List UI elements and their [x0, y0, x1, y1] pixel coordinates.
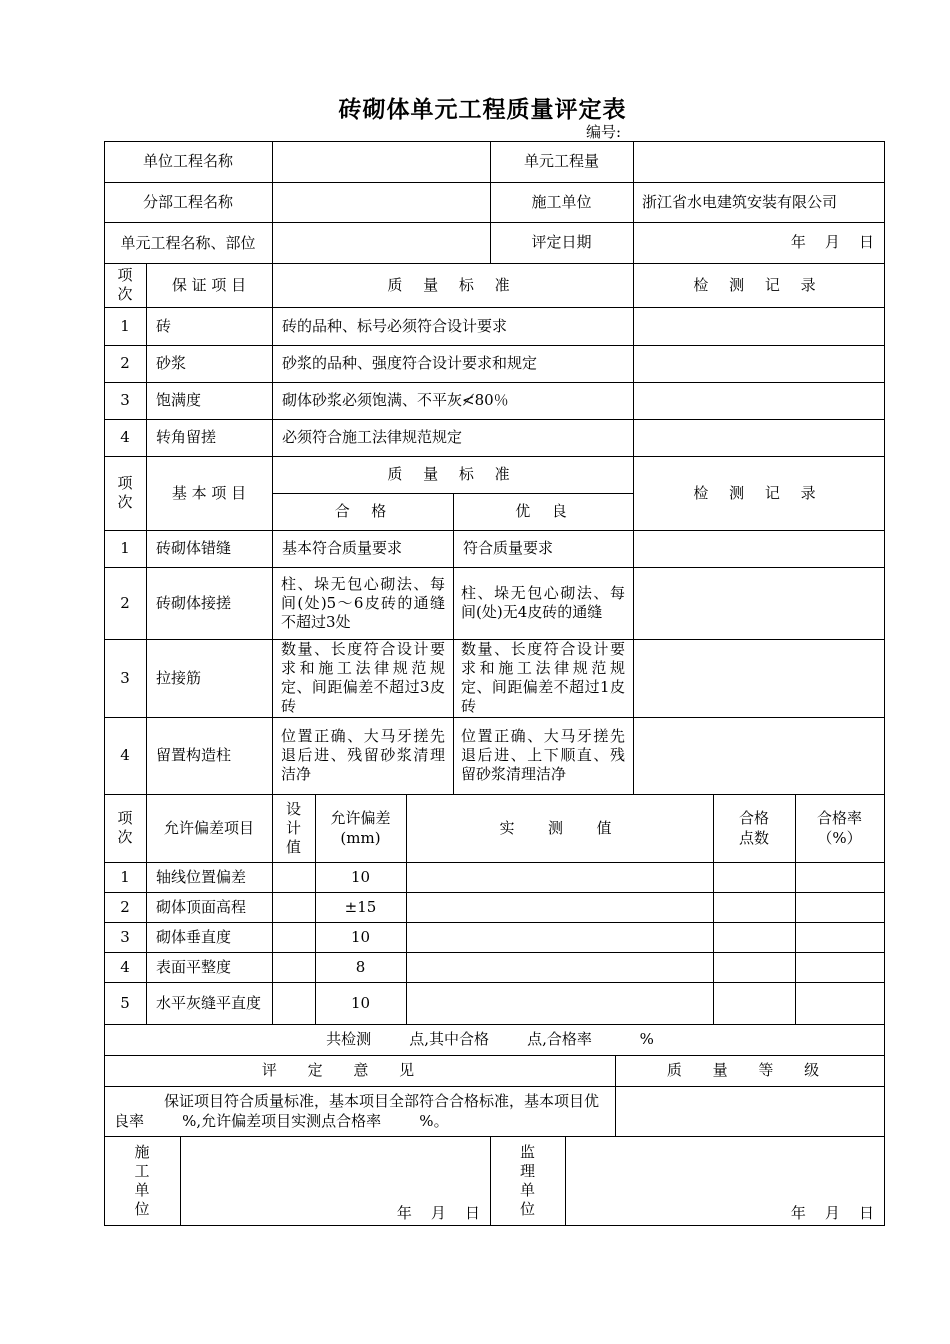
basic-row-good: 柱、垛无包心砌法、每间(处)无4皮砖的通缝	[461, 584, 625, 621]
tolerance-row-item: 表面平整度	[156, 957, 232, 976]
basic-row-item: 砖砌体接搓	[156, 593, 232, 612]
tolerance-row-item: 砌体顶面高程	[156, 897, 247, 916]
basic-row-good: 位置正确、大马牙搓先退后进、上下顺直、残留砂浆清理洁净	[461, 727, 625, 783]
evaluation-opinion-label: 评 定 意 见	[261, 1061, 428, 1079]
contractor-value[interactable]: 浙江省水电建筑安装有限公司	[642, 192, 838, 211]
sub-project-value[interactable]	[272, 182, 490, 222]
unit-quantity-value[interactable]	[633, 141, 884, 182]
evaluation-grade-value[interactable]	[615, 1086, 884, 1136]
guarantee-row-no: 1	[120, 316, 130, 335]
tolerance-col-item: 允许偏差项目	[163, 818, 254, 837]
guarantee-row-item: 转角留搓	[156, 428, 217, 446]
tolerance-row-no: 4	[120, 957, 130, 976]
evaluation-grade-label: 质 量 等 级	[666, 1061, 833, 1079]
tolerance-row-item: 轴线位置偏差	[156, 867, 247, 886]
basic-col-standard: 质 量 标 准	[387, 465, 518, 483]
guarantee-row-standard: 必须符合施工法律规范规定	[282, 428, 463, 446]
evaluation-opinion-text: 保证项目符合质量标准，基本项目全部符合合格标准，基本项目优良率 %,允许偏差项目实测点合格率 %。	[114, 1092, 600, 1130]
basic-row-item: 留置构造柱	[156, 746, 232, 764]
unit-project-value[interactable]	[272, 141, 490, 182]
contractor-label: 施工单位	[531, 192, 592, 211]
guarantee-col-standard: 质 量 标 准	[387, 275, 518, 294]
tolerance-row-no: 3	[120, 927, 130, 946]
tolerance-row-allow: 10	[350, 993, 371, 1012]
element-label: 单元工程名称、部位	[120, 233, 256, 252]
tolerance-col-rate: 合格率（%）	[816, 809, 862, 847]
guarantee-row-standard: 砌体砂浆必须饱满、不平灰≮80％	[282, 391, 509, 409]
basic-row-pass: 柱、垛无包心砌法、每间(处)5～6皮砖的通缝不超过3处	[281, 574, 445, 631]
basic-row-no: 2	[120, 593, 130, 612]
tolerance-summary: 共检测 点,其中合格 点,合格率 %	[326, 1030, 654, 1048]
signature-contractor-label: 施工单位	[134, 1142, 150, 1218]
guarantee-row-standard: 砂浆的品种、强度符合设计要求和规定	[282, 354, 538, 372]
signature-supervisor-date[interactable]: 年 月 日	[790, 1204, 874, 1222]
eval-date-value[interactable]: 年 月 日	[790, 233, 874, 251]
basic-col-record: 检 测 记 录	[693, 483, 824, 502]
tolerance-col-allow: 允许偏差(mm)	[330, 809, 391, 847]
basic-col-good: 优 良	[515, 502, 571, 520]
tolerance-row-allow: 10	[350, 927, 371, 946]
basic-row-good: 符合质量要求	[463, 539, 554, 557]
guarantee-col-item: 保 证 项 目	[171, 275, 247, 294]
tolerance-row-item: 砌体垂直度	[156, 927, 232, 946]
tolerance-row-allow: 10	[350, 867, 371, 886]
basic-row-record[interactable]	[633, 639, 884, 717]
basic-row-good: 数量、长度符合设计要求和施工法律规范规定、间距偏差不超过1皮砖	[461, 640, 625, 715]
serial-number-label: 编号:	[586, 123, 622, 141]
guarantee-row-no: 4	[120, 428, 130, 446]
element-value[interactable]	[272, 222, 490, 263]
guarantee-row-record[interactable]	[633, 345, 884, 382]
tolerance-col-design: 设计值	[285, 799, 301, 856]
guarantee-row-no: 3	[120, 391, 130, 409]
basic-col-item: 基 本 项 目	[171, 483, 247, 502]
guarantee-col-no: 项次	[117, 266, 133, 303]
basic-col-pass: 合 格	[334, 502, 391, 520]
unit-quantity-label: 单元工程量	[523, 152, 599, 170]
eval-date-label: 评定日期	[531, 233, 592, 251]
sub-project-label: 分部工程名称	[142, 192, 233, 211]
basic-row-no: 3	[120, 668, 130, 687]
tolerance-col-measured: 实 测 值	[499, 818, 620, 837]
tolerance-row-no: 1	[120, 867, 130, 886]
tolerance-row-allow: 8	[355, 957, 366, 976]
basic-row-no: 4	[120, 746, 130, 764]
tolerance-row-no: 2	[120, 897, 130, 916]
tolerance-col-points: 合格点数	[738, 809, 769, 847]
guarantee-row-no: 2	[120, 354, 130, 372]
signature-contractor-date[interactable]: 年 月 日	[396, 1204, 480, 1222]
guarantee-col-record: 检 测 记 录	[693, 275, 824, 294]
basic-row-record[interactable]	[633, 567, 884, 639]
basic-row-item: 拉接筋	[156, 668, 202, 687]
basic-row-record[interactable]	[633, 530, 884, 567]
basic-row-pass: 基本符合质量要求	[282, 539, 403, 557]
basic-col-no: 项次	[117, 474, 133, 511]
basic-row-pass: 位置正确、大马牙搓先退后进、残留砂浆清理洁净	[281, 727, 445, 783]
guarantee-row-item: 饱满度	[156, 391, 202, 409]
tolerance-row-item: 水平灰缝平直度	[156, 993, 262, 1012]
basic-row-no: 1	[120, 539, 130, 557]
tolerance-row-no: 5	[120, 993, 130, 1012]
guarantee-row-standard: 砖的品种、标号必须符合设计要求	[282, 316, 508, 335]
basic-row-record[interactable]	[633, 717, 884, 794]
tolerance-col-no: 项次	[117, 809, 133, 846]
signature-supervisor-label: 监理单位	[519, 1142, 535, 1218]
guarantee-row-record[interactable]	[633, 382, 884, 419]
guarantee-row-record[interactable]	[633, 307, 884, 345]
guarantee-row-item: 砖	[156, 316, 172, 335]
page-title: 砖砌体单元工程质量评定表	[338, 96, 627, 123]
unit-project-label: 单位工程名称	[142, 152, 233, 170]
guarantee-row-item: 砂浆	[156, 354, 187, 372]
basic-row-pass: 数量、长度符合设计要求和施工法律规范规定、间距偏差不超过3皮砖	[281, 640, 445, 715]
basic-row-item: 砖砌体错缝	[156, 539, 232, 557]
guarantee-row-record[interactable]	[633, 419, 884, 456]
tolerance-row-allow: ±15	[344, 897, 377, 916]
